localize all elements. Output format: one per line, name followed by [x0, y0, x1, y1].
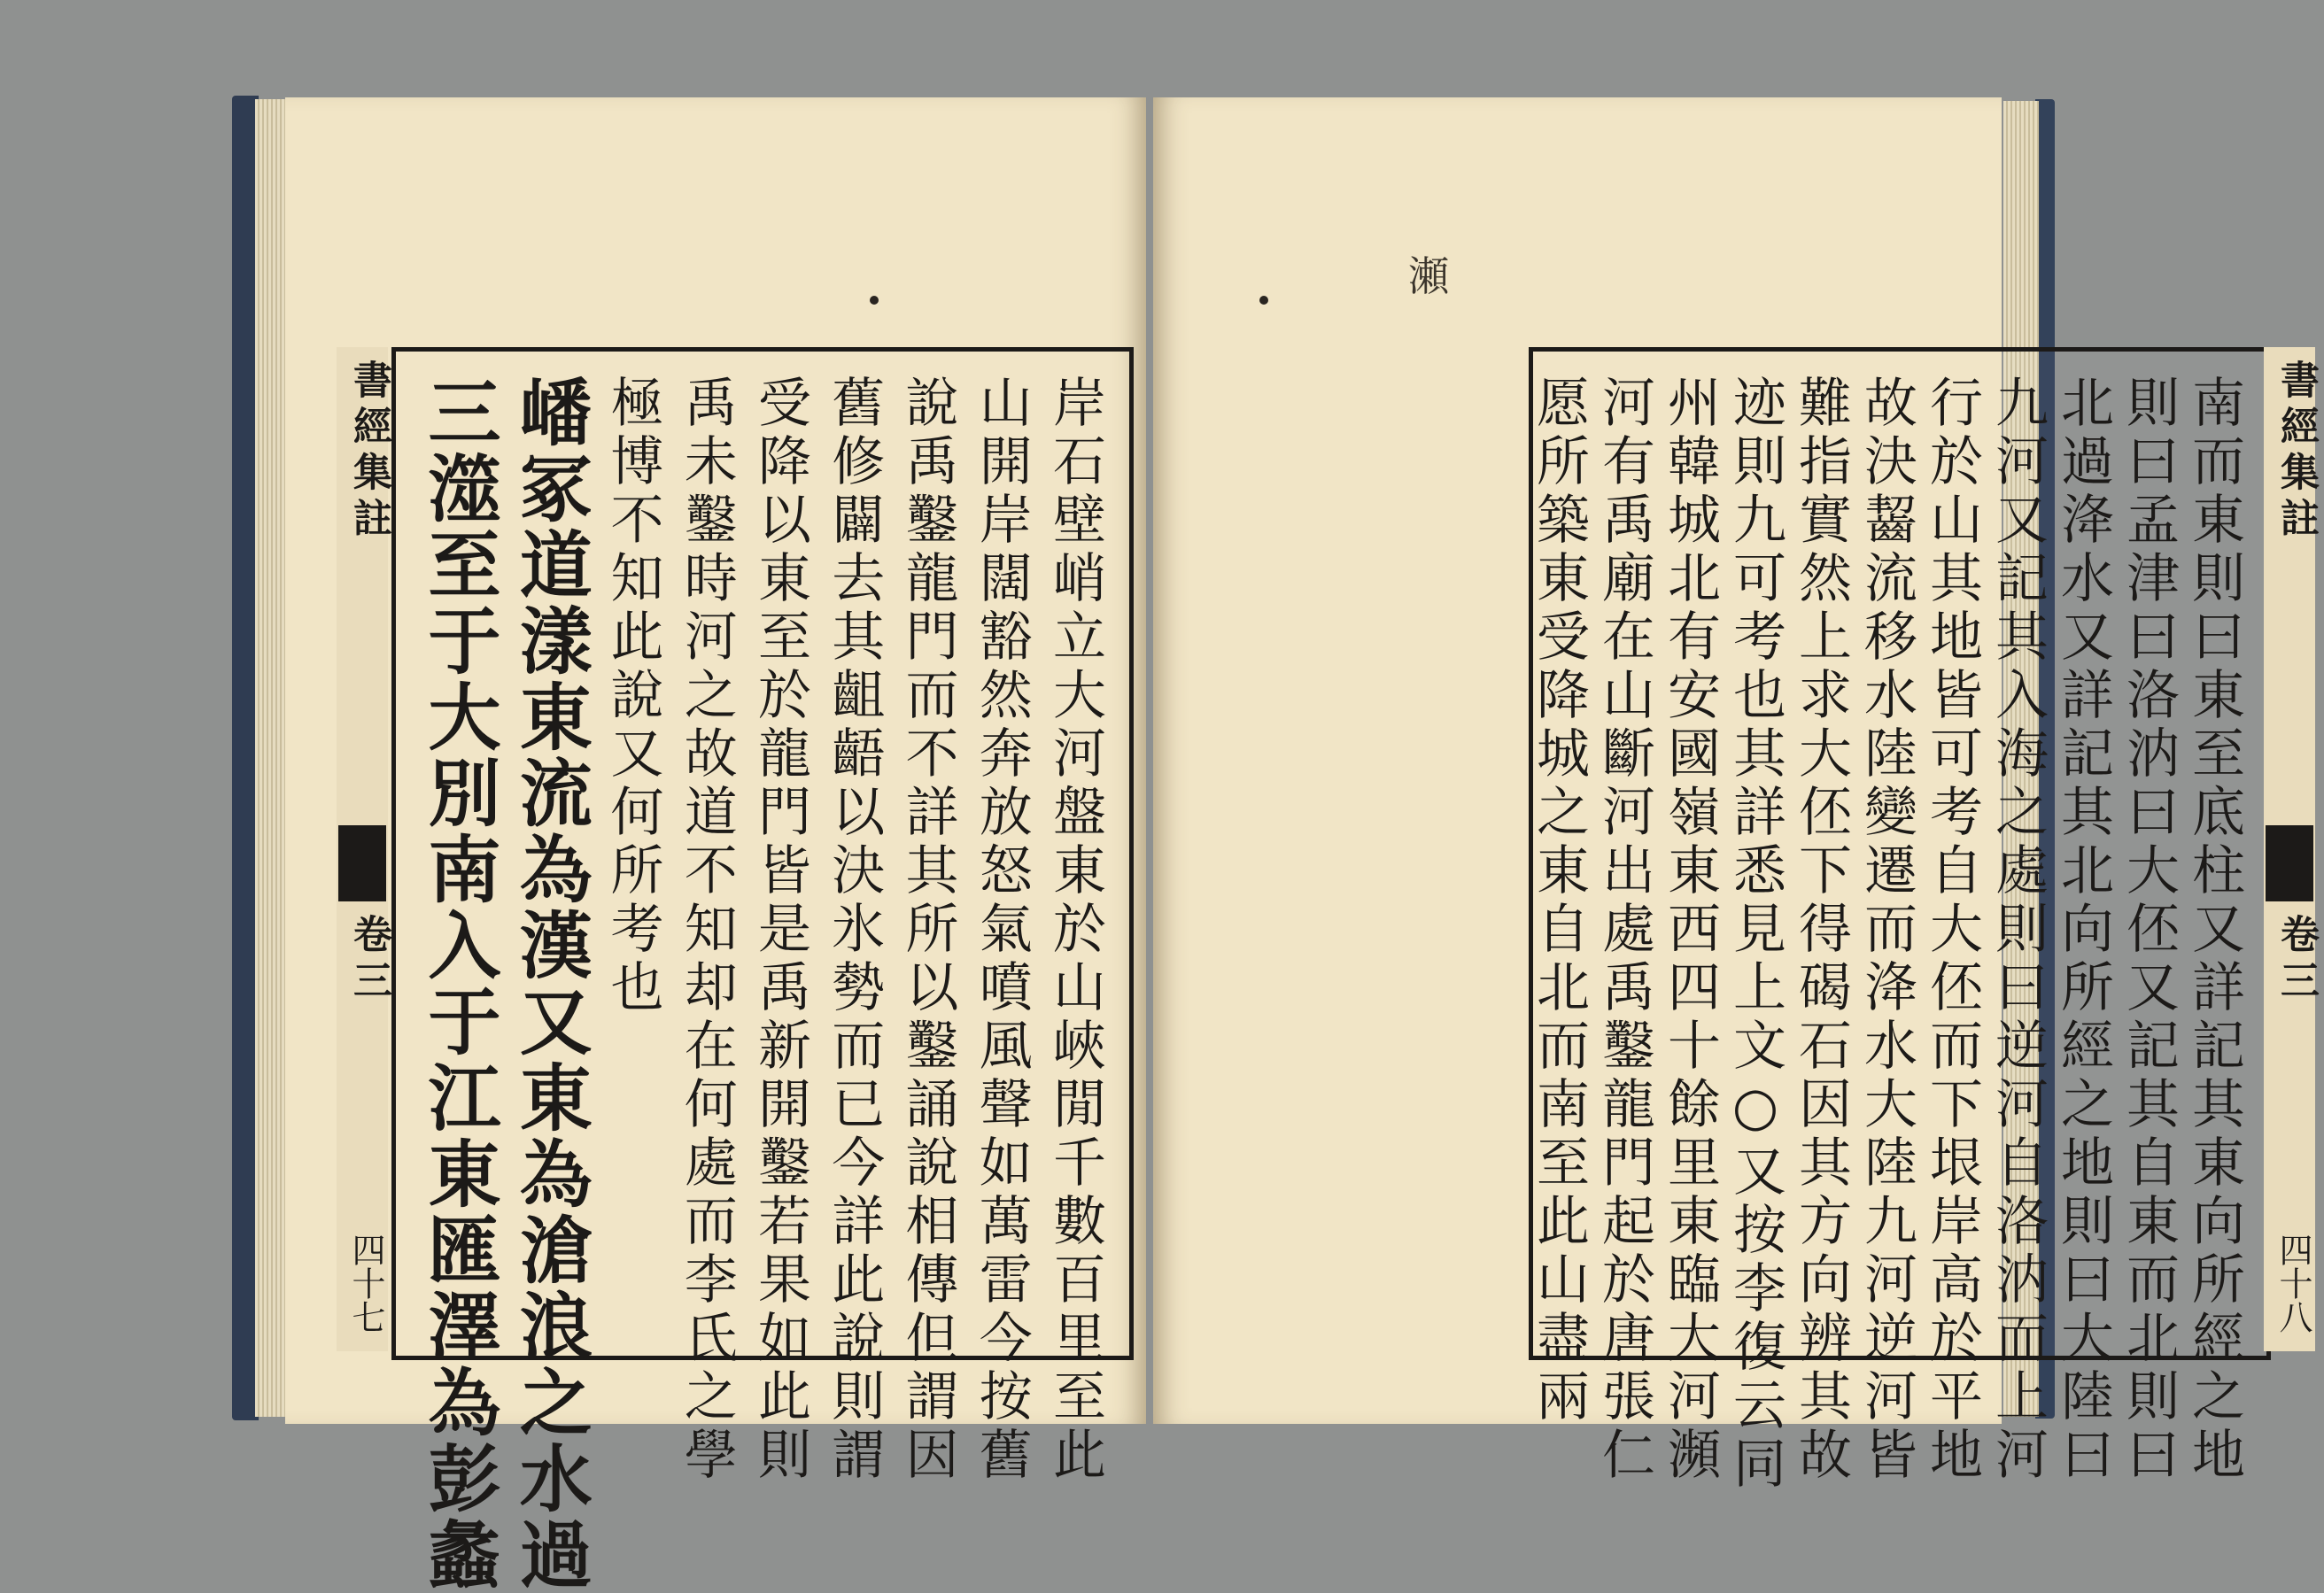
margin-volume: 卷三 [346, 914, 391, 1006]
text-column: 故決齧流移水陸變遷而洚水大陸九河逆河皆 [1855, 375, 1917, 1485]
text-column: 北過洚水又詳記其北向所經之地則曰大陸曰 [2052, 375, 2114, 1485]
left-page [285, 97, 1146, 1593]
margin-fish-tail [2266, 825, 2313, 901]
text-column: 極博不知此說又何所考也 [601, 375, 664, 1017]
text-column: 行於山其地皆可考自大伾而下垠岸高於平地 [1921, 375, 1983, 1485]
text-column: 則曰孟津曰洛汭曰大伾又記其自東而北則曰 [2118, 375, 2180, 1485]
handwritten-note: 瀬 [1408, 252, 1449, 300]
right-page [1153, 97, 2319, 1494]
text-column: 舊修闢去其齟齬以決氷勢而已今詳此說則謂 [823, 375, 886, 1485]
margin-title: 書經集註 [2274, 360, 2319, 544]
right-text-columns [1528, 375, 2247, 1494]
text-column: 難指實然上求大伾下得碣石因其方向辨其故 [1790, 375, 1852, 1485]
left-text-columns [415, 375, 1110, 1593]
right-text-frame [1528, 347, 2271, 1494]
text-column: 迹則九可考也其詳悉見上文○又按李復云同 [1724, 375, 1786, 1494]
left-text-frame [391, 347, 1134, 1593]
text-column: 南而東則曰東至底柱又詳記其東向所經之地 [2183, 375, 2245, 1485]
text-column: 州韓城北有安國嶺東西四十餘里東臨大河瀕 [1659, 375, 1721, 1485]
left-margin-strip [337, 347, 391, 1351]
margin-volume: 卷三 [2274, 914, 2319, 1006]
margin-page-number: 四十八 [2274, 1233, 2312, 1334]
text-column: 受降以東至於龍門皆是禹新開鑿若果如此則 [749, 375, 811, 1485]
text-column: 岸石壁峭立大河盤東於山峽閒千數百里至此 [1044, 375, 1106, 1485]
ink-mark [870, 296, 879, 305]
ink-mark [1259, 296, 1268, 305]
text-column: 九河又記其入海之處則曰逆河自洛汭而上河 [1987, 375, 2049, 1485]
text-column: 說禹鑿龍門而不詳其所以鑿誦說相傳但謂因 [896, 375, 959, 1485]
classic-text-column: 三澨至于大別南入于江東匯澤為彭蠡 [416, 375, 501, 1593]
text-column: 河有禹廟在山斷河出處禹鑿龍門起於唐張仁 [1593, 375, 1655, 1485]
classic-text-column: 嶓冢道漾東流為漢又東為滄浪之水過 [507, 375, 593, 1593]
book [232, 92, 2319, 1593]
right-margin-strip [2264, 347, 2319, 1351]
margin-page-number: 四十七 [346, 1233, 385, 1334]
text-column: 山開岸闊豁然奔放怒氣噴風聲如萬雷今按舊 [970, 375, 1033, 1485]
margin-fish-tail [338, 825, 386, 901]
text-column: 愿所築東受降城之東自北而南至此山盡兩 [1528, 375, 1590, 1427]
margin-title: 書經集註 [346, 360, 391, 544]
text-column: 禹未鑿時河之故道不知却在何處而李氏之學 [675, 375, 738, 1485]
